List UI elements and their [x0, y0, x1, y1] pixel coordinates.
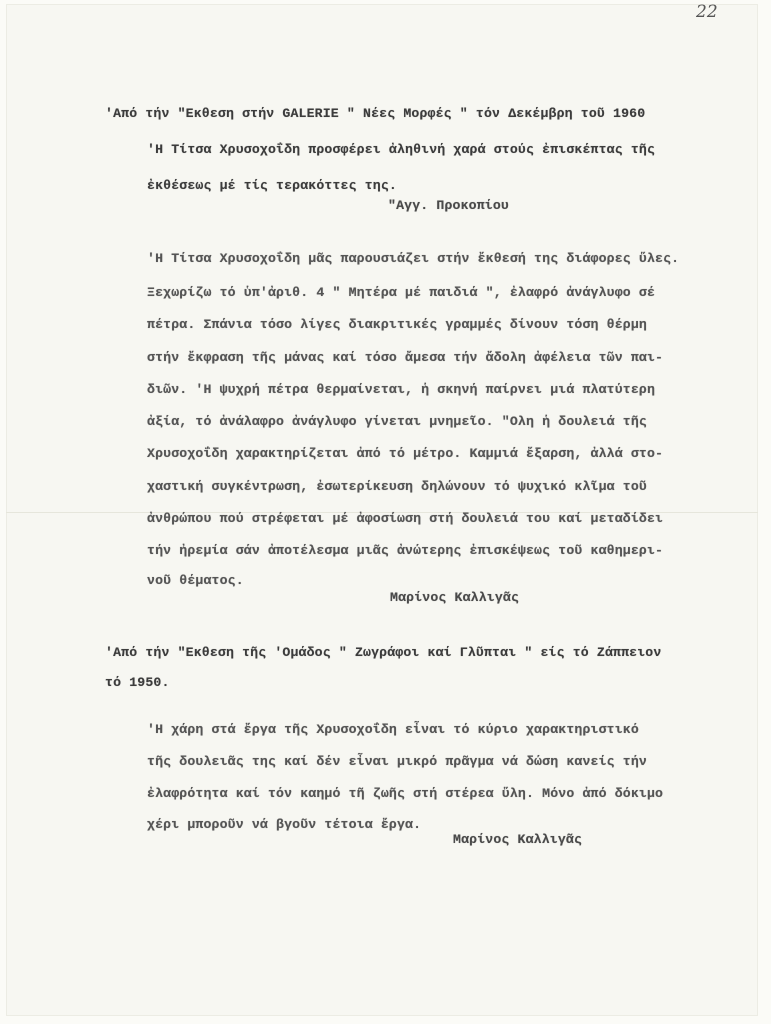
- section1-paragraph2-line: Ξεχωρίζω τό ὑπ'ἀριθ. 4 " Μητέρα μέ παιδιά ", ἐλαφρό ἀνάγλυφο σέ: [147, 285, 656, 300]
- section1-heading: 'Από τήν "Εκθεση στήν GALERIE " Νέες Μορφές " τόν Δεκέμβρη τοῦ 1960: [105, 106, 646, 121]
- section2-paragraph-line: τῆς δουλειᾶς της καί δέν εἶναι μικρό πρᾶγμα νά δώση κανείς τήν: [147, 754, 647, 769]
- signature-kalligas: Μαρίνος Καλλιγᾶς: [390, 590, 520, 605]
- section1-paragraph2-line: ἀξία, τό ἀνάλαφρο ἀνάγλυφο γίνεται μνημεῖο. "Ολη ἡ δουλειά τῆς: [147, 414, 647, 429]
- section1-paragraph1-line: 'Η Τίτσα Χρυσοχοΐδη προσφέρει ἀληθινή χαρά στούς ἐπισκέπτας τῆς: [147, 142, 656, 157]
- section2-paragraph-line: 'Η χάρη στά ἔργα τῆς Χρυσοχοΐδη εἶναι τό κύριο χαρακτηριστικό: [147, 722, 639, 737]
- page-number: 22: [696, 2, 718, 22]
- section1-paragraph2-line: πέτρα. Σπάνια τόσο λίγες διακριτικές γραμμές δίνουν τόση θέρμη: [147, 317, 647, 332]
- section1-paragraph2-line: χαστική συγκέντρωση, ἐσωτερίκευση δηλώνουν τό ψυχικό κλῖμα τοῦ: [147, 479, 647, 494]
- section1-paragraph2-line: 'Η Τίτσα Χρυσοχοΐδη μᾶς παρουσιάζει στήν ἔκθεσή της διάφορες ὕλες.: [147, 251, 680, 266]
- section1-paragraph2-line: στήν ἔκφραση τῆς μάνας καί τόσο ἄμεσα τήν ἄδολη ἀφέλεια τῶν παι-: [147, 350, 664, 365]
- section2-heading-line: τό 1950.: [105, 675, 170, 690]
- section1-paragraph2-line: διῶν. 'Η ψυχρή πέτρα θερμαίνεται, ἡ σκηνή παίρνει μιά πλατύτερη: [147, 382, 656, 397]
- section1-paragraph2-line: τήν ἠρεμία σάν ἀποτέλεσμα μιᾶς ἀνώτερης ἐπισκέψεως τοῦ καθημερι-: [147, 543, 664, 558]
- section1-paragraph2-line: νοῦ θέματος.: [147, 573, 244, 588]
- section1-paragraph2-line: Χρυσοχοΐδη χαρακτηρίζεται ἀπό τό μέτρο. Καμμιά ἔξαρση, ἀλλά στο-: [147, 446, 664, 461]
- section2-paragraph-line: ἐλαφρότητα καί τόν καημό τῆ ζωῆς στή στέρεα ὕλη. Μόνο ἀπό δόκιμο: [147, 786, 664, 801]
- section2-paragraph-line: χέρι μποροῦν νά βγοῦν τέτοια ἔργα.: [147, 817, 422, 832]
- signature-prokopiou: "Αγγ. Προκοπίου: [388, 198, 509, 213]
- section2-heading-line: 'Από τήν "Εκθεση τῆς 'Ομάδος " Ζωγράφοι καί Γλῦπται " είς τό Ζάππειον: [105, 645, 662, 660]
- section1-paragraph2-line: ἀνθρώπου πού στρέφεται μέ ἀφοσίωση στή δουλειά του καί μεταδίδει: [147, 511, 664, 526]
- section1-paragraph1-line: ἐκθέσεως μέ τίς τερακόττες της.: [147, 178, 397, 193]
- signature-kalligas-2: Μαρίνος Καλλιγᾶς: [453, 832, 583, 847]
